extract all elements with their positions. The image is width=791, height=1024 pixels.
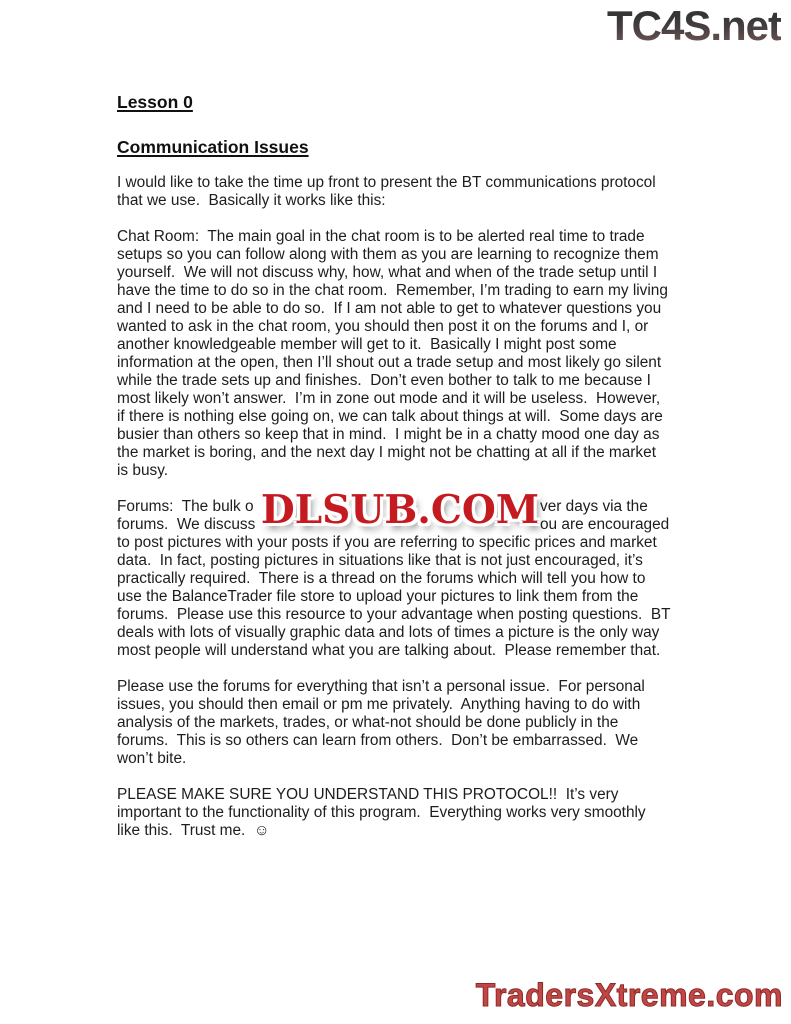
text-fragment-before-watermark: Forums: The bulk o (117, 498, 254, 515)
lesson-title: Lesson 0 (117, 92, 193, 112)
text-line: most likely won’t answer. I’m in zone out mode and it will be useless. However, (117, 390, 661, 407)
text-line: forums. Please use this resource to your advantage when posting questions. BT (117, 606, 671, 623)
paragraph (117, 678, 697, 768)
text-line: won’t bite. (117, 750, 187, 767)
tc4s-logo: TC4S.net (606, 2, 781, 49)
text-line: yourself. We will not discuss why, how, what and when of the trade setup until I (117, 264, 658, 281)
text-line: PLEASE MAKE SURE YOU UNDERSTAND THIS PROTOCOL!! It’s very (117, 786, 619, 803)
text-line: busier than others so keep that in mind. I might be in a chatty mood one day as (117, 426, 660, 443)
section-title: Communication Issues (117, 137, 309, 157)
text-line: important to the functionality of this program. Everything works very smoothly (117, 804, 646, 821)
text-line: practically required. There is a thread on the forums which will tell you how to (117, 570, 646, 587)
text-line: Please use the forums for everything that isn’t a personal issue. For personal (117, 678, 645, 695)
text-line: another knowledgeable member will get to it. Basically I might post some (117, 336, 617, 353)
text-line: and I need to be able to do so. If I am not able to get to whatever questions you (117, 300, 662, 317)
paragraph (117, 174, 697, 210)
text-line: forums. This is so others can learn from others. Don’t be embarrassed. We (117, 732, 639, 749)
paragraph (117, 228, 697, 480)
tradersxtreme-watermark: TradersXtreme.com (475, 977, 783, 1013)
text-line: while the trade sets up and finishes. Don’t even bother to talk to me because I (117, 372, 651, 389)
text-line: if there is nothing else going on, we can talk about things at will. Some days are (117, 408, 663, 425)
text-line: use the BalanceTrader file store to upload your pictures to link them from the (117, 588, 639, 605)
text-line: data. In fact, posting pictures in situations like that is not just encouraged, it’s (117, 552, 643, 569)
text-line: to post pictures with your posts if you are referring to specific prices and market (117, 534, 657, 551)
text-line: most people will understand what you are talking about. Please remember that. (117, 642, 661, 659)
text-line: is busy. (117, 462, 169, 479)
text-line: wanted to ask in the chat room, you should then post it on the forums and I, or (117, 318, 649, 335)
text-line: I would like to take the time up front to present the BT communications protocol (117, 174, 656, 191)
text-line: that we use. Basically it works like this: (117, 192, 386, 209)
text-line: issues, you should then email or pm me privately. Anything having to do with (117, 696, 641, 713)
text-line: setups so you can follow along with them as you are learning to recognize them (117, 246, 659, 263)
paragraph (117, 786, 697, 840)
document-content (117, 93, 697, 858)
dlsub-watermark: DLSUB.COM (260, 487, 540, 533)
text-fragment-before-watermark: forums. We discuss (117, 516, 256, 533)
text-line: have the time to do so in the chat room. Remember, I’m trading to earn my living (117, 282, 668, 299)
text-fragment-after-watermark: ver days via the (540, 498, 648, 515)
text-line: information at the open, then I’ll shout out a trade setup and most likely go silent (117, 354, 662, 371)
text-fragment-after-watermark: ou are encouraged (540, 516, 670, 533)
text-line: like this. Trust me. ☺ (117, 822, 270, 839)
text-line: the market is boring, and the next day I might not be chatting at all if the market (117, 444, 656, 461)
text-line: Chat Room: The main goal in the chat room is to be alerted real time to trade (117, 228, 645, 245)
text-line: analysis of the markets, trades, or what-not should be done publicly in the (117, 714, 619, 731)
text-line: deals with lots of visually graphic data and lots of times a picture is the only way (117, 624, 660, 641)
